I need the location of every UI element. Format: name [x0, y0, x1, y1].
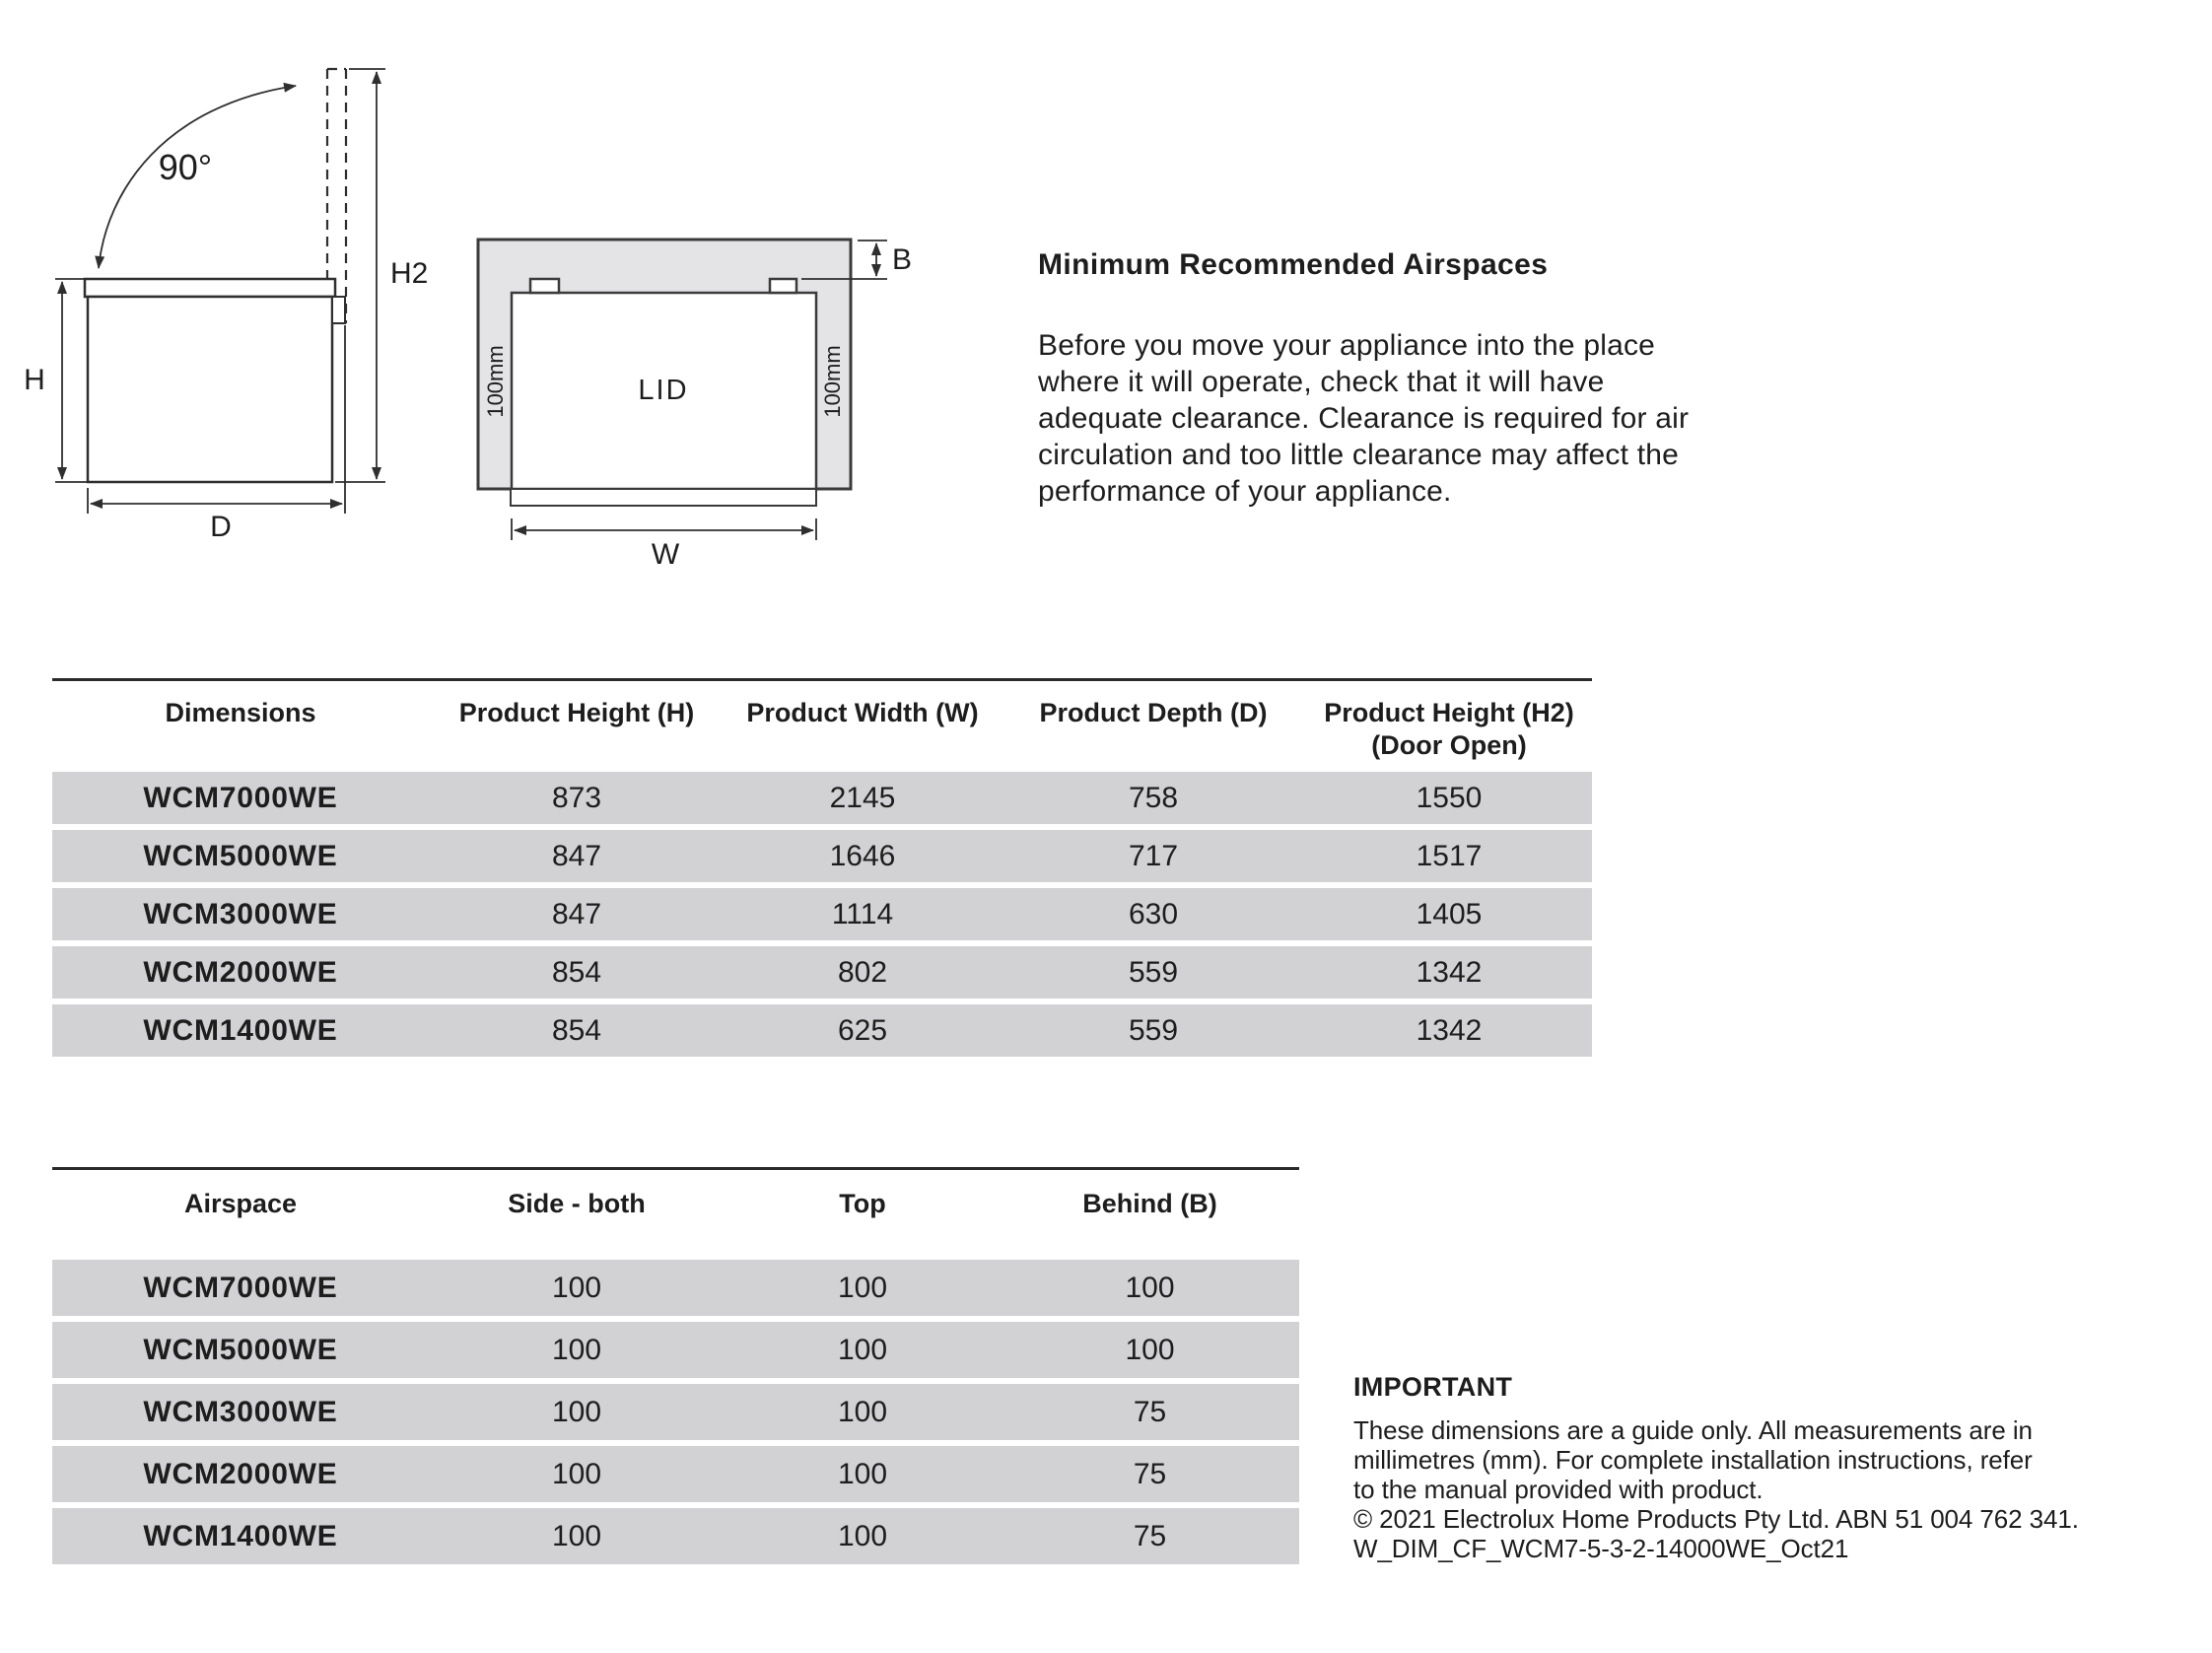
left-hinge: [530, 279, 559, 293]
width-cell: 1646: [829, 839, 896, 872]
cabinet-front-edge: [511, 489, 816, 506]
col-header-product-width: Product Width (W): [746, 698, 979, 727]
important-note-line: W_DIM_CF_WCM7-5-3-2-14000WE_Oct21: [1353, 1534, 1849, 1563]
airspaces-note-line: Before you move your appliance into the place: [1038, 329, 1656, 362]
height-label: H: [24, 364, 45, 396]
model-cell: WCM3000WE: [143, 1395, 338, 1428]
col-header-airspace: Airspace: [183, 1189, 298, 1218]
lid-label: LID: [638, 375, 689, 406]
table-row-wcm7000we: [52, 1260, 1299, 1316]
side-cell: 100: [551, 1519, 602, 1552]
col-header-behind: Behind (B): [1082, 1189, 1217, 1218]
freezer-body: [88, 297, 332, 482]
model-cell: WCM2000WE: [143, 955, 338, 989]
depth-label: D: [210, 511, 232, 543]
table-row-wcm1400we: [52, 1004, 1592, 1057]
airspaces-note-line: where it will operate, check that it will have: [1038, 366, 1605, 398]
width-cell: 625: [837, 1013, 888, 1047]
airspaces-note-line: performance of your appliance.: [1038, 475, 1452, 508]
height-cell: 847: [551, 897, 602, 930]
table-row-wcm5000we: [52, 830, 1592, 882]
behind-cell: 75: [1133, 1519, 1167, 1552]
h2-cell: 1550: [1416, 781, 1483, 814]
h2-cell: 1405: [1416, 897, 1483, 930]
table-row-wcm7000we: [52, 772, 1592, 824]
h2-cell: 1342: [1416, 955, 1483, 989]
height-cell: 873: [551, 781, 602, 814]
behind-label: B: [892, 243, 913, 276]
width-cell: 802: [837, 955, 888, 989]
model-cell: WCM5000WE: [143, 839, 338, 872]
side-cell: 100: [551, 1333, 602, 1366]
width-label: W: [651, 538, 680, 571]
model-cell: WCM1400WE: [143, 1519, 338, 1552]
freezer-lid-closed: [85, 279, 335, 297]
h2-cell: 1342: [1416, 1013, 1483, 1047]
table-row-wcm1400we: [52, 1508, 1299, 1564]
top-cell: 100: [837, 1519, 888, 1552]
depth-cell: 559: [1128, 1013, 1179, 1047]
table-row-wcm5000we: [52, 1322, 1299, 1378]
table-row-wcm2000we: [52, 1446, 1299, 1502]
top-view-clearance-diagram: [476, 235, 920, 575]
dimensions-table-header: [52, 681, 1592, 772]
width-cell: 2145: [829, 781, 896, 814]
behind-cell: 75: [1133, 1395, 1167, 1428]
model-cell: WCM7000WE: [143, 781, 338, 814]
side-cell: 100: [551, 1395, 602, 1428]
airspace-table-header: [52, 1170, 1299, 1260]
dimensions-table: [52, 678, 1592, 1063]
depth-cell: 559: [1128, 955, 1179, 989]
model-cell: WCM7000WE: [143, 1271, 338, 1304]
height-cell: 854: [551, 955, 602, 989]
top-cell: 100: [837, 1395, 888, 1428]
col-header-dimensions: Dimensions: [165, 698, 316, 727]
side-view-diagram: [8, 51, 432, 569]
important-note-line: to the manual provided with product.: [1353, 1475, 1763, 1504]
airspaces-note-title: Minimum Recommended Airspaces: [1038, 248, 1549, 281]
airspaces-note: [1038, 248, 1787, 510]
col-header-line2: (Door Open): [1371, 730, 1527, 760]
height-dimension: [55, 279, 88, 482]
behind-cell: 100: [1125, 1271, 1175, 1304]
right-hinge: [770, 279, 796, 293]
important-note-body: [1353, 1415, 2181, 1563]
col-header-product-height-open: [1306, 697, 1592, 772]
open-height-dimension: [335, 69, 385, 482]
depth-cell: 630: [1128, 897, 1179, 930]
top-cell: 100: [837, 1333, 888, 1366]
important-note: [1353, 1372, 2181, 1563]
important-note-line: These dimensions are a guide only. All measurements are in: [1353, 1415, 2033, 1445]
airspaces-note-body: [1038, 327, 1787, 510]
side-cell: 100: [551, 1271, 602, 1304]
important-note-line: © 2021 Electrolux Home Products Pty Ltd. ABN 51 004 762 341.: [1353, 1504, 2079, 1534]
open-height-label: H2: [390, 257, 429, 290]
freezer-latch: [332, 297, 345, 323]
airspaces-note-line: adequate clearance. Clearance is required for air: [1038, 402, 1690, 435]
table-row-wcm3000we: [52, 888, 1592, 940]
behind-cell: 100: [1125, 1333, 1175, 1366]
left-clearance-label: 100mm: [483, 345, 508, 418]
right-clearance-label: 100mm: [820, 345, 845, 418]
airspace-table: [52, 1167, 1299, 1570]
model-cell: WCM3000WE: [143, 897, 338, 930]
col-header-line1: Product Height (H2): [1324, 698, 1574, 727]
airspaces-note-line: circulation and too little clearance may affect the: [1038, 439, 1679, 471]
model-cell: WCM1400WE: [143, 1013, 338, 1047]
width-cell: 1114: [831, 897, 894, 930]
model-cell: WCM5000WE: [143, 1333, 338, 1366]
height-cell: 847: [551, 839, 602, 872]
depth-cell: 758: [1128, 781, 1179, 814]
model-cell: WCM2000WE: [143, 1457, 338, 1490]
h2-cell: 1517: [1416, 839, 1483, 872]
height-cell: 854: [551, 1013, 602, 1047]
top-cell: 100: [837, 1271, 888, 1304]
table-row-wcm2000we: [52, 946, 1592, 999]
important-note-line: millimetres (mm). For complete installation instructions, refer: [1353, 1445, 2033, 1475]
table-row-wcm3000we: [52, 1384, 1299, 1440]
width-dimension: [512, 518, 816, 540]
important-note-title: IMPORTANT: [1353, 1372, 1513, 1402]
side-cell: 100: [551, 1457, 602, 1490]
behind-cell: 75: [1133, 1457, 1167, 1490]
col-header-top: Top: [839, 1189, 886, 1218]
col-header-side-both: Side - both: [508, 1189, 646, 1218]
top-cell: 100: [837, 1457, 888, 1490]
col-header-product-depth: Product Depth (D): [1039, 698, 1268, 727]
col-header-product-height: Product Height (H): [458, 698, 695, 727]
angle-label: 90°: [158, 147, 213, 187]
depth-cell: 717: [1128, 839, 1179, 872]
